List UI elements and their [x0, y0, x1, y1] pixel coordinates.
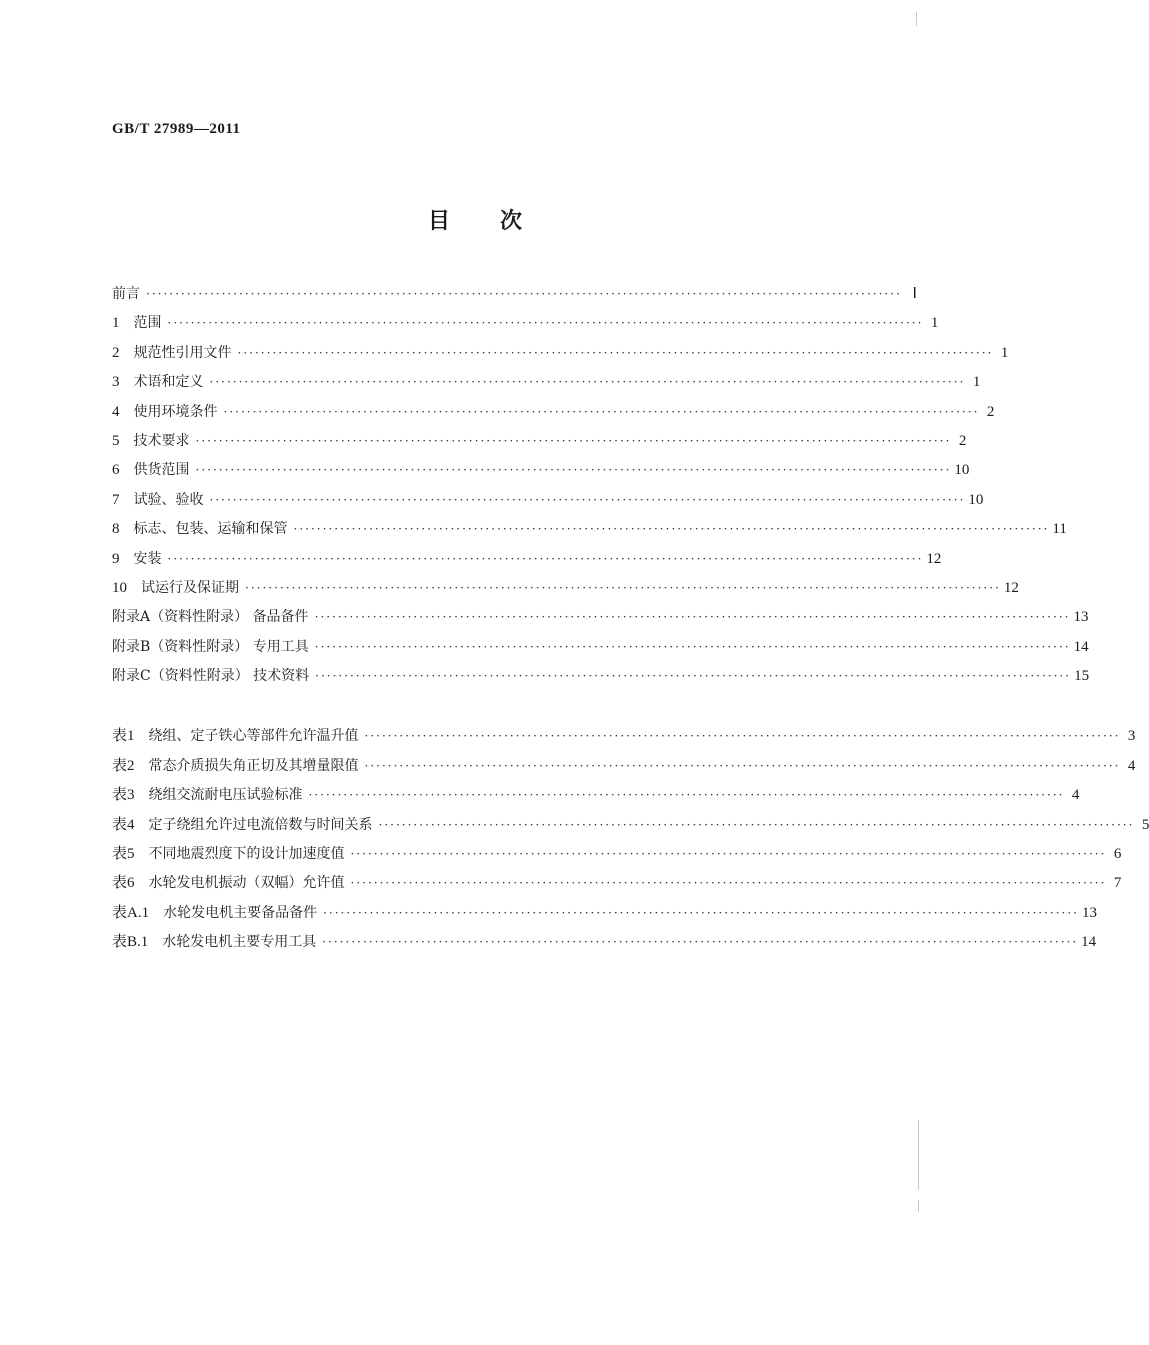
toc-entry-page: 1 [1000, 344, 1009, 361]
toc-entry[interactable] [112, 724, 1136, 753]
toc-entry[interactable] [112, 813, 1149, 842]
toc-leader-dots: ·································································································································· [167, 316, 924, 331]
toc-entry-label: 绕组交流耐电压试验标准 [148, 787, 303, 804]
toc-entry[interactable] [112, 606, 1089, 635]
toc-entry-page: 10 [954, 462, 970, 479]
toc-entry-number: 表2 [112, 757, 135, 774]
toc-entry-number: 表A.1 [112, 904, 150, 921]
toc-entry-page: 13 [1073, 609, 1089, 626]
toc-entry-page: 1 [972, 374, 981, 391]
toc-entry[interactable] [112, 754, 1136, 783]
toc-leader-dots: ·································································································································· [322, 935, 1079, 950]
toc-entry-label: 标志、包装、运输和保管 [133, 521, 288, 538]
toc-entry-number: 2 [112, 344, 120, 361]
toc-entry[interactable] [112, 430, 967, 459]
toc-entry-page: 4 [1127, 757, 1136, 774]
toc-entry-page: 11 [1052, 521, 1067, 538]
toc-leader-dots: ·································································································································· [315, 669, 1072, 684]
toc-entry-number: 表3 [112, 787, 135, 804]
toc-entry[interactable] [112, 371, 981, 400]
toc-entry-label: 不同地震烈度下的设计加速度值 [148, 846, 345, 863]
toc-entry[interactable] [112, 871, 1122, 900]
toc-entry-number: 10 [112, 579, 127, 596]
toc-sections-list [112, 283, 1090, 694]
page-title: 目次 [427, 209, 572, 234]
toc-entry-page: Ⅰ [912, 286, 917, 302]
toc-entry-number: 9 [112, 550, 120, 567]
toc-entry-label: 供货范围 [133, 462, 190, 479]
toc-entry-label: 范围 [133, 315, 162, 332]
toc-entry-number: 8 [112, 521, 120, 538]
toc-leader-dots: ·································································································································· [209, 375, 966, 390]
table-of-contents [112, 283, 1149, 960]
toc-entry-number: 6 [112, 462, 120, 479]
toc-entry[interactable] [112, 577, 1019, 606]
toc-leader-dots: ·································································································································· [146, 287, 902, 301]
toc-entry-label: 绕组、定子铁心等部件允许温升值 [148, 728, 359, 745]
toc-leader-dots: ·································································································································· [223, 404, 980, 419]
toc-leader-dots: ·································································································································· [245, 580, 1001, 595]
document-code: GB/T 27989—2011 [112, 121, 241, 137]
toc-entry-number: 4 [112, 403, 120, 420]
toc-entry[interactable] [112, 518, 1067, 547]
toc-entry[interactable] [112, 342, 1009, 371]
toc-tables-list [112, 724, 1149, 959]
toc-leader-dots: ·································································································································· [364, 729, 1121, 744]
scan-artifact [918, 1120, 919, 1190]
toc-entry-label: 安装 [133, 550, 162, 567]
toc-entry-label: 常态介质损失角正切及其增量限值 [148, 757, 359, 774]
toc-leader-dots: ·································································································································· [195, 463, 952, 478]
toc-leader-dots: ·································································································································· [195, 433, 952, 448]
toc-entry[interactable] [112, 636, 1089, 665]
toc-entry-number: 5 [112, 432, 120, 449]
toc-leader-dots: ·································································································································· [378, 817, 1135, 832]
toc-entry-page: 1 [930, 315, 939, 332]
toc-entry[interactable] [112, 312, 939, 341]
toc-leader-dots: ·································································································································· [209, 492, 966, 507]
toc-entry-number: 3 [112, 374, 120, 391]
toc-entry-page: 15 [1074, 668, 1090, 685]
toc-entry-number: 7 [112, 491, 120, 508]
scan-artifact [918, 1200, 919, 1212]
toc-leader-dots: ·································································································································· [167, 551, 924, 566]
toc-entry-label: 附录B（资料性附录） 专用工具 [112, 638, 309, 655]
toc-entry-number: 表1 [112, 728, 135, 745]
toc-leader-dots: ·································································································································· [314, 639, 1071, 654]
toc-entry-label: 水轮发电机振动（双幅）允许值 [148, 875, 345, 892]
toc-entry-page: 4 [1071, 787, 1080, 804]
toc-entry[interactable] [112, 548, 942, 577]
toc-entry-label: 术语和定义 [133, 374, 204, 391]
toc-entry-label: 附录C（资料性附录） 技术资料 [112, 668, 310, 685]
toc-leader-dots: ·································································································································· [364, 758, 1121, 773]
toc-entry-label: 规范性引用文件 [133, 344, 232, 361]
scan-artifact [916, 12, 917, 26]
toc-entry-label: 技术要求 [133, 432, 190, 449]
toc-entry[interactable] [112, 459, 970, 488]
toc-entry-page: 12 [1003, 579, 1019, 596]
toc-entry[interactable] [112, 489, 984, 518]
toc-entry-page: 3 [1127, 728, 1136, 745]
toc-entry-page: 13 [1081, 904, 1097, 921]
toc-entry[interactable] [112, 665, 1090, 694]
toc-entry[interactable] [112, 901, 1097, 930]
toc-entry-page: 10 [968, 491, 984, 508]
toc-entry-page: 12 [926, 550, 942, 567]
toc-entry-number: 1 [112, 315, 120, 332]
toc-entry-label: 定子绕组允许过电流倍数与时间关系 [148, 816, 373, 833]
toc-entry-page: 14 [1081, 934, 1097, 951]
toc-entry-page: 6 [1113, 846, 1122, 863]
toc-leader-dots: ·································································································································· [314, 610, 1071, 625]
toc-entry[interactable] [112, 783, 1080, 812]
toc-entry-page: 2 [958, 432, 967, 449]
toc-entry-number: 表B.1 [112, 934, 149, 951]
toc-entry-number: 表4 [112, 816, 135, 833]
toc-entry-label: 水轮发电机主要专用工具 [162, 934, 317, 951]
toc-leader-dots: ·································································································································· [323, 905, 1079, 920]
toc-entry-label: 前言 [112, 286, 140, 302]
toc-entry[interactable] [112, 401, 995, 430]
toc-entry[interactable] [112, 930, 1097, 959]
toc-leader-dots: ·································································································································· [293, 522, 1050, 537]
toc-entry-label: 使用环境条件 [133, 403, 218, 420]
toc-leader-dots: ·································································································································· [237, 345, 994, 360]
toc-entry-label: 试验、验收 [133, 491, 204, 508]
toc-entry-page: 14 [1073, 638, 1089, 655]
toc-separator [112, 694, 846, 724]
toc-leader-dots: ·································································································································· [308, 788, 1065, 803]
toc-entry-label: 试运行及保证期 [141, 579, 239, 596]
toc-entry-page: 7 [1113, 875, 1122, 892]
toc-entry-page: 5 [1141, 816, 1149, 833]
toc-leader-dots: ·································································································································· [350, 847, 1107, 862]
toc-entry-page: 2 [986, 403, 995, 420]
toc-leader-dots: ·································································································································· [350, 876, 1107, 891]
toc-entry-number: 表5 [112, 846, 135, 863]
toc-entry[interactable] [112, 283, 917, 312]
toc-entry-number: 表6 [112, 875, 135, 892]
toc-entry-label: 水轮发电机主要备品备件 [163, 904, 318, 921]
toc-entry[interactable] [112, 842, 1122, 871]
toc-entry-label: 附录A（资料性附录） 备品备件 [112, 609, 309, 626]
